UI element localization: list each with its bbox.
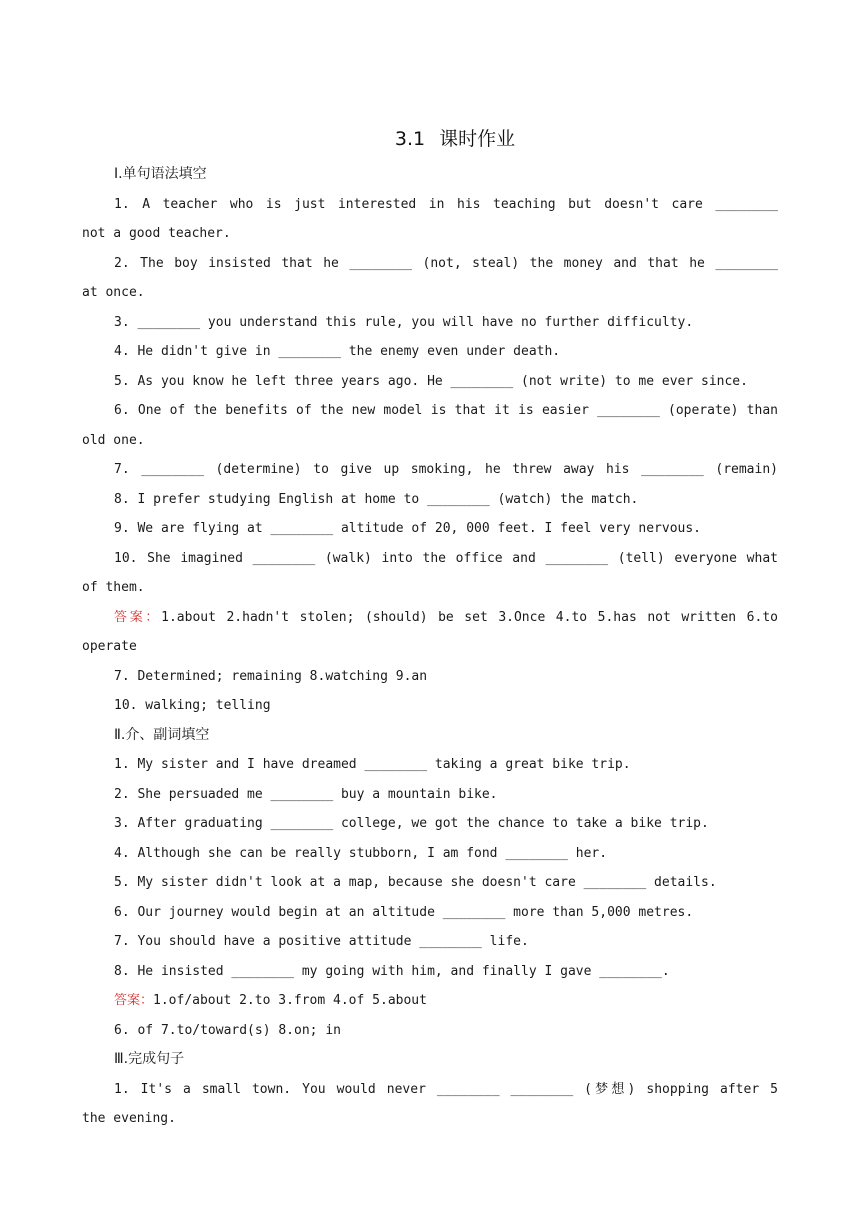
answer-label: 答案： bbox=[114, 993, 154, 1008]
question-line: 8. I prefer studying English at home to ________ (watch) the match. bbox=[114, 491, 639, 507]
question-line: at once. bbox=[82, 285, 145, 300]
question-line: 5. My sister didn't look at a map, because she doesn't care ________ details. bbox=[114, 875, 717, 890]
question-line: 3. ________ you understand this rule, you will have no further difficulty. bbox=[114, 314, 694, 330]
question-line: 6. One of the benefits of the new model is that it is easier ________ (operate) than bbox=[114, 403, 778, 418]
answer-text: 1.about 2.hadn't stolen; (should) be set 3.Once 4.to 5.has not written 6.to bbox=[161, 609, 778, 625]
question-line: 4. Although she can be really stubborn, I am fond ________ her. bbox=[114, 845, 608, 861]
question-line: 7. ________ (determine) to give up smoking, he threw away his ________ (remain) bbox=[114, 462, 778, 477]
answer-line: operate bbox=[82, 639, 137, 654]
answer-line: 7. Determined; remaining 8.watching 9.an bbox=[114, 668, 428, 684]
answer-label: 答案： bbox=[114, 609, 162, 625]
question-line: 3. After graduating ________ college, we got the chance to take a bike trip. bbox=[114, 816, 709, 831]
section-heading: Ⅱ.介、副词填空 bbox=[114, 726, 210, 743]
page-title: 3.1 课时作业 bbox=[394, 128, 516, 150]
question-line: 1. It's a small town. You would never ________ ________ (梦想) shopping after 5 bbox=[114, 1081, 778, 1097]
section-heading: Ⅰ.单句语法填空 bbox=[114, 166, 207, 182]
question-line: 8. He insisted ________ my going with him, and finally I gave ________. bbox=[114, 963, 670, 979]
exercise-content bbox=[82, 160, 778, 1134]
question-line: the evening. bbox=[82, 1111, 176, 1126]
question-line: 1. My sister and I have dreamed ________ taking a great bike trip. bbox=[114, 757, 631, 772]
answer-text: 1.of/about 2.to 3.from 4.of 5.about bbox=[153, 993, 427, 1008]
question-line: 5. As you know he left three years ago. He ________ (not write) to me ever since. bbox=[114, 373, 748, 389]
question-line: of them. bbox=[82, 580, 145, 595]
question-line: 7. You should have a positive attitude ________ life. bbox=[114, 934, 529, 949]
question-line: 9. We are flying at ________ altitude of 20, 000 feet. I feel very nervous. bbox=[114, 521, 701, 536]
section-heading: Ⅲ.完成句子 bbox=[114, 1051, 185, 1067]
question-line: 4. He didn't give in ________ the enemy even under death. bbox=[114, 344, 561, 359]
answer-line: 6. of 7.to/toward(s) 8.on; in bbox=[114, 1022, 341, 1038]
question-line: 6. Our journey would begin at an altitude ________ more than 5,000 metres. bbox=[114, 904, 694, 920]
question-line: 2. She persuaded me ________ buy a mountain bike. bbox=[114, 786, 498, 802]
question-line: 1. A teacher who is just interested in his teaching but doesn't care ________ bbox=[114, 196, 778, 212]
answer-line: 10. walking; telling bbox=[114, 698, 271, 713]
question-line: old one. bbox=[82, 432, 145, 448]
question-line: 10. She imagined ________ (walk) into the office and ________ (tell) everyone what bbox=[114, 550, 778, 566]
answer-line bbox=[82, 986, 778, 1016]
answer-line bbox=[82, 603, 778, 633]
question-line: 2. The boy insisted that he ________ (not, steal) the money and that he ________ bbox=[114, 255, 778, 271]
question-line: not a good teacher. bbox=[82, 226, 231, 241]
